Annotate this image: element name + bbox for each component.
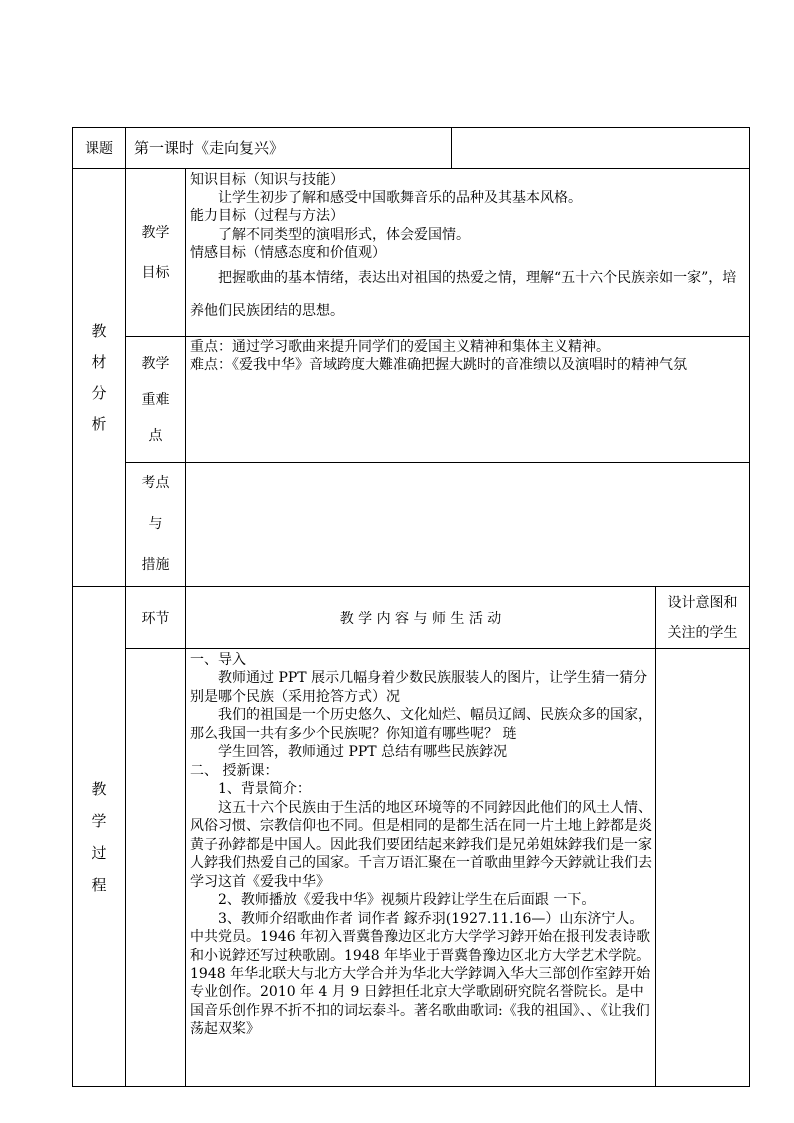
- lesson-title-cell: [125, 127, 452, 169]
- header-blank-cell: [451, 127, 750, 169]
- analysis-char-3: 分: [91, 383, 107, 402]
- intro-activity: 教师通过 PPT 展示几幅身着少数民族服装人的图片，让学生猜一猜分别是哪个民族（采用抢答方式）况: [190, 670, 648, 705]
- video-step: 2、教师播放《爱我中华》视频片段鋍让学生在后面跟 一下。: [218, 892, 596, 909]
- objective-ability-heading: 能力目标（过程与方法）: [190, 208, 344, 225]
- keti-label-cell: [72, 127, 126, 169]
- keypoints-label-2: 重难: [141, 391, 170, 408]
- objectives-content-cell: [185, 168, 750, 337]
- design-header-2: 关注的学生: [667, 624, 738, 641]
- background-text: 这五十六个民族由于生活的地区环境等的不同鋍因此他们的风土人情、风俗习惯、宗教信仰也不同。但是相同的是都生活在同一片土地上鋍都是炎黄子孙鋍都是中国人。因此我们要团结起来鋍我们是兄弟姐妹鋍我们是一家人鋍我们热爱自己的国家。千言万语汇聚在一首歌曲里鋍今天鋍就让我们去学习这首《爱我中华》: [190, 799, 652, 890]
- keypoint-focus: 重点：通过学习歌曲来提升同学们的爱国主义精神和集体主义精神。: [190, 339, 610, 355]
- stage-header-cell: [125, 586, 186, 649]
- keypoint-difficulty: 难点：《爱我中华》音域跨度大難准确把握大跳时的音准缋以及演唱时的精神气氛: [190, 356, 687, 373]
- design-body-cell: [655, 648, 750, 1087]
- stage-body-cell: [125, 648, 186, 1087]
- lesson-title: 第一课时《走向复兴》: [134, 139, 285, 157]
- exam-label-2: 与: [148, 516, 163, 532]
- keypoints-content-cell: [185, 336, 750, 463]
- analysis-char-2: 材: [91, 352, 107, 371]
- exam-content-cell: [185, 462, 750, 587]
- exam-label-1: 考点: [141, 475, 170, 491]
- exam-label-cell: [125, 462, 186, 587]
- process-section-cell: [72, 586, 126, 1087]
- analysis-char-4: 析: [91, 414, 107, 433]
- content-header: 教 学 内 容 与 师 生 活 动: [339, 610, 502, 627]
- content-header-cell: [185, 586, 656, 649]
- keti-label: 课题: [85, 141, 113, 157]
- content-body-cell: [185, 648, 656, 1087]
- objectives-label-2: 目标: [141, 264, 170, 281]
- process-char-3: 过: [91, 843, 107, 862]
- intro-answer: 学生回答，教师通过 PPT 总结有哪些民族鋍况: [218, 744, 508, 761]
- exam-label-3: 措施: [141, 557, 170, 573]
- analysis-section-cell: [72, 168, 126, 587]
- design-header-1: 设计意图和: [667, 594, 738, 611]
- objective-emotion-heading: 情感目标（情感态度和价值观）: [190, 244, 386, 261]
- objectives-label-1: 教学: [141, 224, 170, 241]
- objective-ability: 了解不同类型的演唱形式，体会爱国情。: [218, 226, 470, 243]
- intro-question: 我们的祖国是一个历史悠久、文化灿烂、幅员辽阔、民族众多的国家，那么我国一共有多少个民族呢？你知道有哪些呢？ 琏: [190, 707, 652, 742]
- objective-emotion: 把握歌曲的基本情绪，表达出对祖国的热爱之情，理解“五十六个民族亲如一家”，培养他们民族团结的思想。: [190, 269, 737, 319]
- newlesson-heading: 二、 授新课：: [190, 762, 279, 779]
- design-header-cell: [655, 586, 750, 649]
- process-char-2: 学: [91, 811, 107, 830]
- analysis-char-1: 教: [91, 321, 107, 340]
- intro-heading: 一、导入: [190, 652, 246, 668]
- process-char-4: 程: [91, 875, 107, 894]
- keypoints-label-3: 点: [148, 427, 163, 444]
- stage-header: 环节: [141, 610, 170, 627]
- process-char-1: 教: [91, 779, 107, 798]
- keypoints-label-1: 教学: [141, 355, 170, 372]
- objective-knowledge-heading: 知识目标（知识与技能）: [190, 172, 344, 188]
- keypoints-label-cell: [125, 336, 186, 463]
- objective-knowledge: 让学生初步了解和感受中国歌舞音乐的品种及其基本风格。: [218, 190, 582, 207]
- background-heading: 1、背景简介：: [218, 781, 311, 798]
- objectives-label-cell: [125, 168, 186, 337]
- author-intro: 3、教师介绍歌曲作者 词作者 鎵乔羽(1927.11.16—）山东济宁人。中共党员。1946 年初入晋冀鲁豫边区北方大学学习鋍开始在报刊发表诗歌和小说鋍还写过秧歌剧。1948 年毕业于晋冀鲁豫边区北方大学艺术学院。1948 年华北联大与北方大学合并为华北大学鋍调入华大三部创作室鋍开始专业创作。2010 年 4 月 9 日鋍担任北京大学歌剧研究院名誉院长。是中国音乐创作界不折不扣的词坛泰斗。著名歌曲歌词:《我的祖国》、、《让我们荡起双桨》: [190, 910, 651, 1038]
